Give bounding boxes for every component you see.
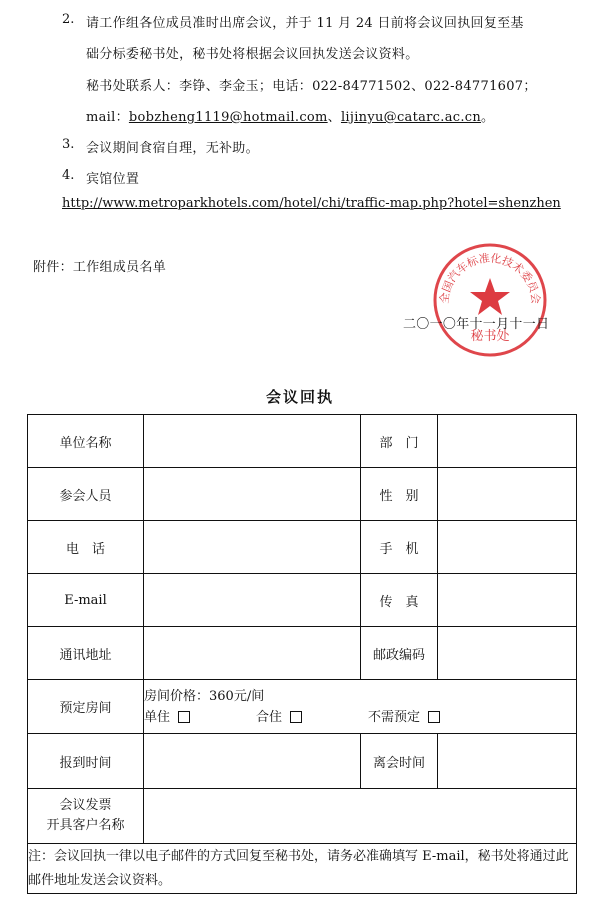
shared-room-checkbox[interactable] — [290, 711, 302, 723]
room-options — [144, 707, 576, 728]
option-none — [368, 707, 440, 728]
attachment-text: 附件：工作组成员名单 — [33, 260, 167, 275]
form-note: 注：会议回执一律以电子邮件的方式回复至秘书处，请务必准确填写 E-mail，秘书处将通过此邮件地址发送会议资料。 — [28, 844, 577, 894]
table-row — [28, 627, 577, 680]
star-icon — [470, 278, 510, 315]
phone-field[interactable] — [144, 521, 361, 574]
postcode-label: 邮政编码 — [361, 627, 438, 680]
invoice-name-field[interactable] — [144, 789, 577, 844]
invoice-label-line-2: 开具客户名称 — [46, 818, 125, 833]
reply-form-table — [27, 414, 577, 894]
department-label: 部 门 — [361, 415, 438, 468]
invoice-label-line-1: 会议发票 — [59, 798, 112, 813]
mail-label: mail： — [86, 110, 129, 125]
item-3-text: 会议期间食宿自理，无补助。 — [86, 141, 259, 156]
item-3-number: 3. — [62, 137, 75, 152]
email-link-1[interactable]: bobzheng1119@hotmail.com — [128, 110, 328, 125]
unit-name-field[interactable] — [144, 415, 361, 468]
email-label: E-mail — [28, 574, 144, 627]
option-none-label: 不需预定 — [368, 709, 421, 725]
single-room-checkbox[interactable] — [178, 711, 190, 723]
date-text: 二〇一〇年十一月十一日 — [403, 317, 550, 332]
no-booking-checkbox[interactable] — [428, 711, 440, 723]
mobile-field[interactable] — [438, 521, 577, 574]
table-row — [28, 844, 577, 894]
email-field[interactable] — [144, 574, 361, 627]
form-title: 会议回执 — [265, 388, 334, 406]
attendee-label: 参会人员 — [28, 468, 144, 521]
table-row — [28, 415, 577, 468]
contact-line: 秘书处联系人：李铮、李金玉；电话：022-84771502、022-84771607； — [86, 79, 537, 94]
attendee-field[interactable] — [144, 468, 361, 521]
option-single — [144, 707, 256, 728]
departure-time-label: 离会时间 — [361, 734, 438, 789]
address-field[interactable] — [144, 627, 361, 680]
hotel-map-link[interactable]: http://www.metroparkhotels.com/hotel/chi/traffic-map.php?hotel=shenzhen — [62, 196, 561, 211]
arrival-time-field[interactable] — [144, 734, 361, 789]
gender-field[interactable] — [438, 468, 577, 521]
department-field[interactable] — [438, 415, 577, 468]
item-2-number: 2. — [62, 12, 75, 27]
email-separator: 、 — [327, 110, 341, 125]
table-row — [28, 521, 577, 574]
address-label: 通讯地址 — [28, 627, 144, 680]
item-4-number: 4. — [62, 168, 75, 183]
room-booking-label: 预定房间 — [28, 680, 144, 734]
option-single-label: 单住 — [144, 709, 171, 725]
mail-line — [86, 106, 494, 125]
invoice-label — [28, 789, 144, 844]
table-row — [28, 574, 577, 627]
fax-field[interactable] — [438, 574, 577, 627]
item-2-line-2: 础分标委秘书处，秘书处将根据会议回执发送会议资料。 — [86, 47, 419, 62]
table-row — [28, 734, 577, 789]
fax-label: 传 真 — [361, 574, 438, 627]
room-price: 房间价格：360元/间 — [144, 688, 265, 704]
unit-name-label: 单位名称 — [28, 415, 144, 468]
mobile-label: 手 机 — [361, 521, 438, 574]
table-row — [28, 789, 577, 844]
seal-org-path: 全国汽车标准化技术委员会 — [437, 251, 543, 305]
table-row — [28, 468, 577, 521]
arrival-time-label: 报到时间 — [28, 734, 144, 789]
table-row — [28, 680, 577, 734]
seal-dept-text: 秘书处 — [470, 329, 510, 344]
phone-label: 电 话 — [28, 521, 144, 574]
departure-time-field[interactable] — [438, 734, 577, 789]
option-shared-label: 合住 — [256, 709, 283, 725]
option-shared — [256, 707, 368, 728]
item-4-text: 宾馆位置 — [86, 172, 140, 187]
official-seal-stamp — [430, 240, 550, 360]
mail-end: 。 — [481, 110, 495, 125]
email-link-2[interactable]: lijinyu@catarc.ac.cn — [340, 110, 482, 125]
room-booking-cell — [144, 680, 577, 734]
postcode-field[interactable] — [438, 627, 577, 680]
gender-label: 性 别 — [361, 468, 438, 521]
item-2-line-1: 请工作组各位成员准时出席会议，并于 11 月 24 日前将会议回执回复至基 — [86, 16, 524, 31]
